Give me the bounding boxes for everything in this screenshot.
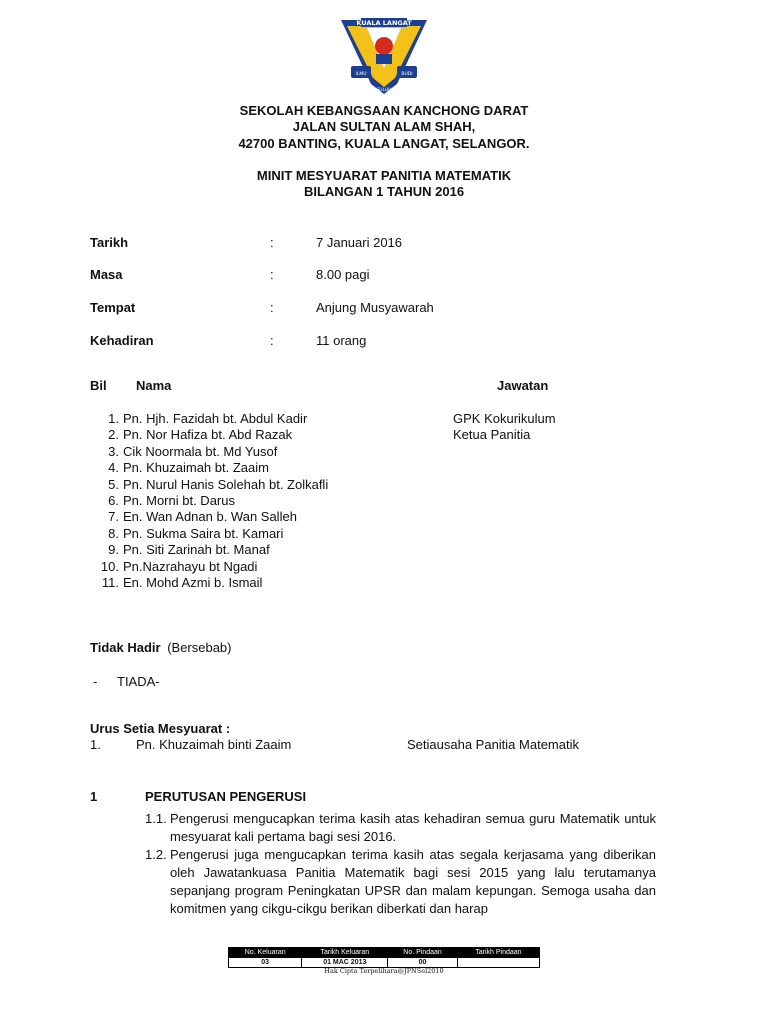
absent-section [90,640,232,656]
list-item [95,477,615,493]
school-address-2: 42700 BANTING, KUALA LANGAT, SELANGOR. [238,136,530,151]
attendee-name: Pn. Hjh. Fazidah bt. Abdul Kadir [123,411,308,426]
attendee-number: 4. [108,460,119,476]
list-item [95,493,615,509]
footer-value: 00 [388,958,458,968]
attendee-number: 10. [100,558,119,574]
attendee-number: 7. [108,509,119,525]
attendee-name: Pn. Khuzaimah bt. Zaaim [123,460,269,476]
detail-value-tarikh: 7 Januari 2016 [316,235,403,250]
absent-label: Tidak Hadir [90,640,161,655]
detail-value-tempat: Anjung Musyawarah [316,300,434,315]
attendee-list [95,411,615,591]
list-item [95,444,615,460]
attendee-name: En. Wan Adnan b. Wan Salleh [123,509,297,525]
absent-dash: - [93,674,98,689]
section-title: PERUTUSAN PENGERUSI [145,789,307,804]
section-item-number: 1.1. [145,811,167,826]
logo-left-text: ILMU [355,72,367,77]
attendee-number: 1. [108,411,119,426]
attendee-number: 6. [108,493,119,509]
attendee-name: En. Mohd Azmi b. Ismail [123,575,263,591]
footer-value: 01 MAC 2013 [302,958,388,968]
section-item-text: Pengerusi mengucapkan terima kasih atas kehadiran semua guru Matematik untuk mesyuarat kali pertama bagi sesi 2016. [170,811,656,844]
absent-note: (Bersebab) [167,640,232,655]
document-control-table [228,947,540,968]
logo-top-text: KUALA LANGAT [356,19,412,27]
attendee-name: Cik Noormala bt. Md Yusof [123,443,278,459]
attendee-name: Pn. Nor Hafiza bt. Abd Razak [123,427,293,443]
document-subtitle: BILANGAN 1 TAHUN 2016 [303,184,465,199]
attendee-number: 2. [108,427,119,443]
attendee-name: Pn. Siti Zarinah bt. Manaf [123,542,270,558]
section-item-text: Pengerusi juga mengucapkan terima kasih atas segala kerjasama yang diberikan oleh Jawatankuasa Panitia Matematik bagi sesi 2015 yang lalu terutamanya sepanjang program Peningkatan UPSR dan malam kepungan. Semoga usaha dan komitmen yang cikgu-cikgu berikan diberkati dan harap [170,847,656,916]
footer-header: No. Pindaan [388,948,458,958]
document-title: MINIT MESYUARAT PANITIA MATEMATIK [256,168,512,183]
list-item [95,526,615,542]
section-item-number: 1.2. [145,847,167,862]
footer-header: No. Keluaran [229,948,302,958]
detail-colon: : [270,300,274,315]
list-item [95,509,615,525]
logo-right-text: BUDI [401,72,413,77]
section-number: 1 [90,789,98,804]
attendance-header-bil: Bil [90,378,107,393]
attendee-name: Pn. Sukma Saira bt. Kamari [123,525,284,541]
attendee-number: 3. [108,443,119,459]
detail-label-tempat: Tempat [90,300,136,315]
school-crest-logo [337,14,431,98]
attendee-name: Pn. Nurul Hanis Solehah bt. Zolkafli [123,476,329,492]
copyright-text: Hak Cipta Terpelihara@JPNSel2010 [324,967,444,975]
attendee-number: 11. [101,575,119,591]
attendee-name: Pn.Nazrahayu bt Ngadi [123,558,258,574]
detail-value-masa: 8.00 pagi [316,267,370,282]
school-address-1: JALAN SULTAN ALAM SHAH, [292,119,476,134]
footer-value: 03 [229,958,302,968]
footer-header: Tarikh Keluaran [302,948,388,958]
attendee-role: GPK Kokurikulum [453,411,556,426]
attendee-role: Ketua Panitia [453,427,531,443]
attendee-name: Pn. Morni bt. Darus [123,493,235,509]
attendee-number: 5. [108,476,119,492]
school-name: SEKOLAH KEBANGSAAN KANCHONG DARAT [239,103,529,118]
list-item [95,460,615,476]
list-item [95,575,615,591]
footer-header: Tarikh Pindaan [457,948,539,958]
absent-value: TIADA- [117,674,160,689]
detail-colon: : [270,333,274,348]
detail-value-kehadiran: 11 orang [316,333,367,348]
list-item [95,411,615,427]
secretariat-name: Pn. Khuzaimah binti Zaaim [136,737,292,752]
attendee-number: 9. [108,542,119,558]
list-item [95,559,615,575]
detail-colon: : [270,235,274,250]
detail-label-masa: Masa [90,267,123,282]
footer-value [457,958,539,968]
detail-label-tarikh: Tarikh [90,235,129,250]
detail-colon: : [270,267,274,282]
logo-bottom-text: SULUH [376,88,392,93]
list-item [95,427,615,443]
attendee-number: 8. [108,525,119,541]
secretariat-label: Urus Setia Mesyuarat : [90,721,231,736]
detail-label-kehadiran: Kehadiran [90,333,154,348]
secretariat-role: Setiausaha Panitia Matematik [407,737,579,752]
attendance-header-jawatan: Jawatan [497,378,549,393]
secretariat-number: 1. [90,737,101,752]
attendance-header-nama: Nama [136,378,172,393]
list-item [95,542,615,558]
